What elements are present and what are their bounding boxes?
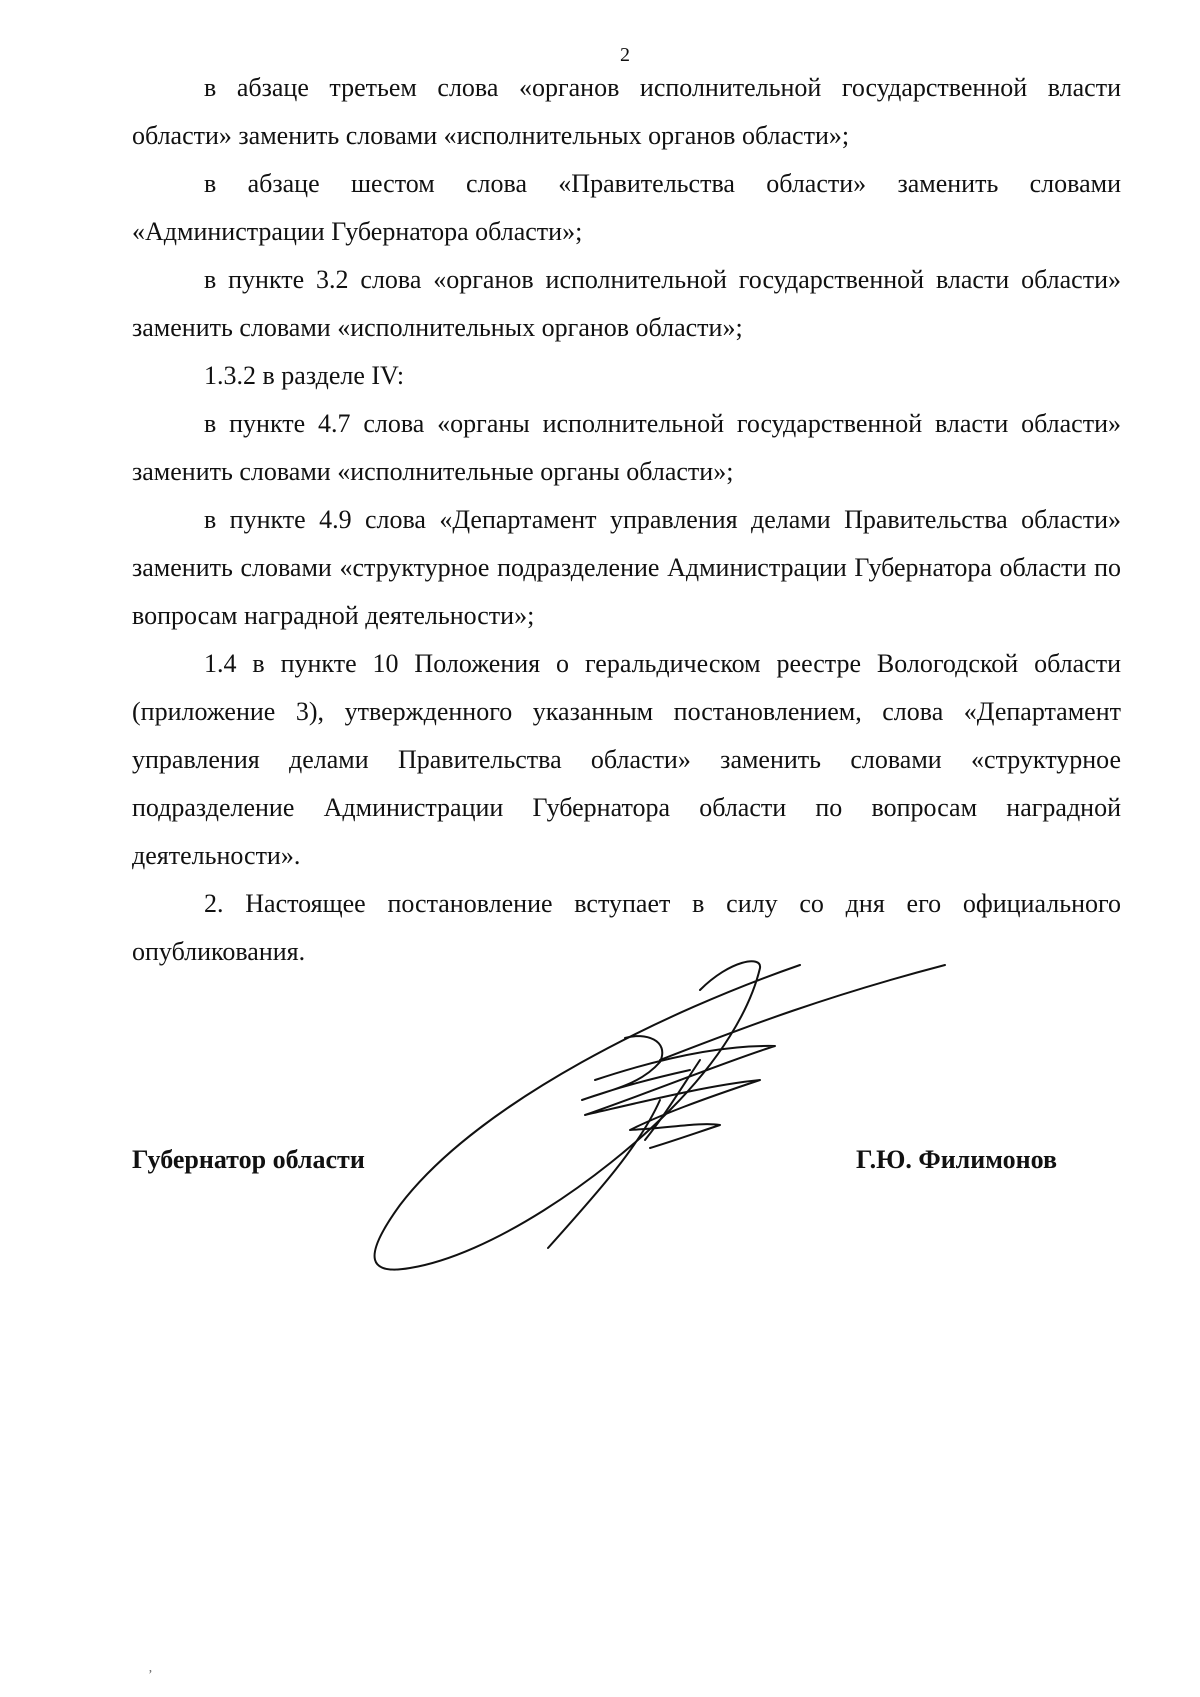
- paragraph: в пункте 4.7 слова «органы исполнительной государственной власти области» заменить словами «исполнительные органы области»;: [132, 409, 1121, 486]
- document-body: [132, 64, 1121, 976]
- signatory-title: Губернатор области: [132, 1145, 365, 1174]
- paragraph: 1.4 в пункте 10 Положения о геральдическом реестре Вологодской области (приложение 3), утвержденного указанным постановлением, слова «Департамент управления делами Правительства области» заменить словами «структурное подразделение Администрации Губернатора области по вопросам наградной деятельности».: [132, 649, 1121, 870]
- paragraph: 2. Настоящее постановление вступает в силу со дня его официального опубликования.: [132, 889, 1121, 966]
- signatory-name: Г.Ю. Филимонов: [855, 1145, 1057, 1174]
- scan-mark: ’: [148, 1668, 153, 1683]
- paragraph: в пункте 4.9 слова «Департамент управления делами Правительства области» заменить словами «структурное подразделение Администрации Губернатора области по вопросам наградной деятельности»;: [132, 505, 1121, 630]
- paragraph: в абзаце третьем слова «органов исполнительной государственной власти области» заменить словами «исполнительных органов области»;: [132, 73, 1121, 150]
- page-number: 2: [620, 44, 630, 66]
- paragraph: в пункте 3.2 слова «органов исполнительной государственной власти области» заменить словами «исполнительных органов области»;: [132, 265, 1121, 342]
- paragraph: в абзаце шестом слова «Правительства области» заменить словами «Администрации Губернатора области»;: [132, 169, 1121, 246]
- paragraph: 1.3.2 в разделе IV:: [204, 361, 405, 390]
- handwritten-signature: [370, 950, 970, 1280]
